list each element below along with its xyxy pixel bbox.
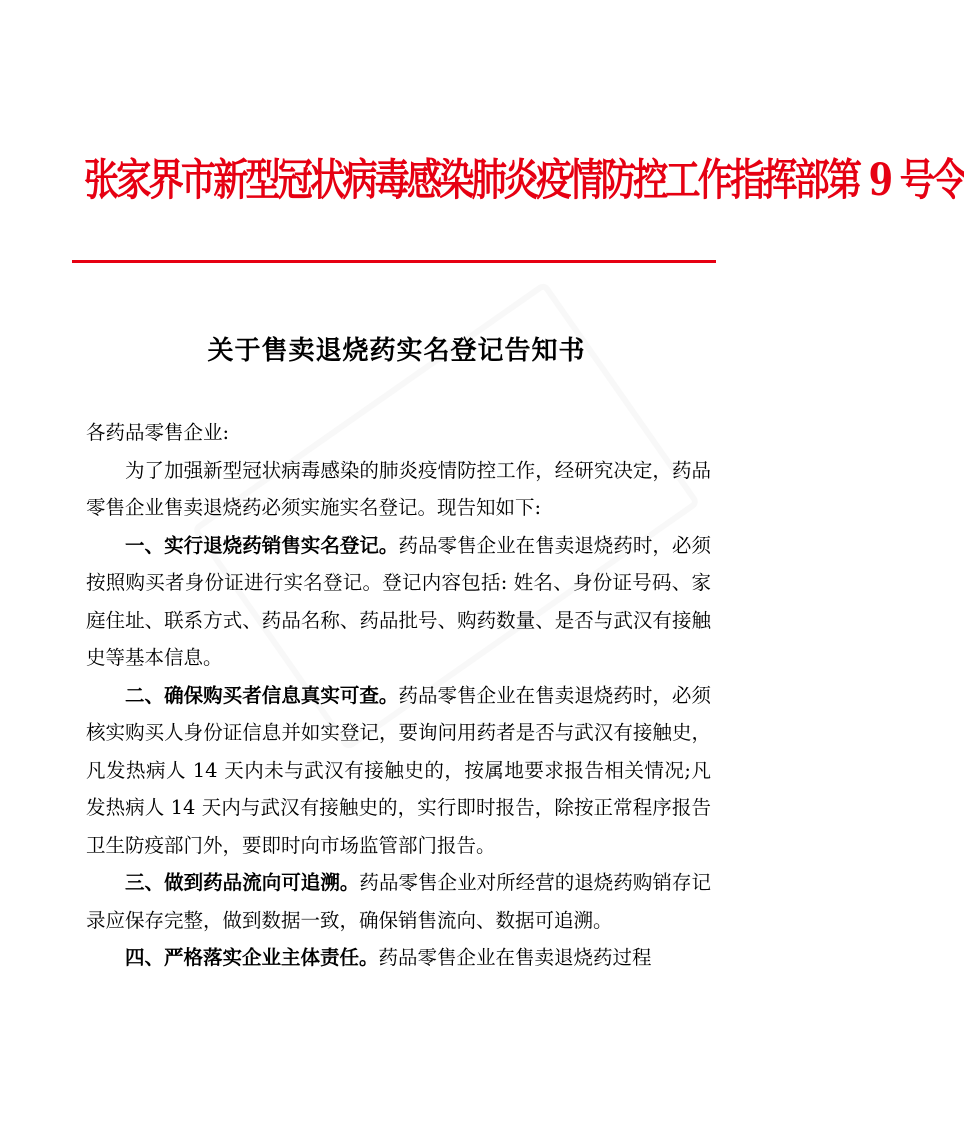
document-title: 关于售卖退烧药实名登记告知书 [207, 336, 586, 366]
section-paragraph-2 [86, 677, 711, 865]
section-text-3: 药品零售企业对所经营的退烧药购销存记录应保存完整，做到数据一致，确保销售流向、数据可追溯。 [86, 871, 711, 932]
section-text-1: 药品零售企业在售卖退烧药时，必须按照购买者身份证进行实名登记。登记内容包括: 姓名、身份证号码、家庭住址、联系方式、药品名称、药品批号、购药数量、是否与武汉有接触史等基本信息。 [86, 533, 711, 669]
section-heading-1: 一、实行退烧药销售实名登记。 [125, 533, 399, 557]
red-header-title: 张家界市新型冠状病毒感染肺炎疫情防控工作指挥部第 9 号令 [84, 153, 964, 206]
section-paragraph-3 [86, 864, 711, 939]
salutation: 各药品零售企业: [86, 421, 230, 444]
red-header-rule [72, 260, 716, 263]
section-text-2: 药品零售企业在售卖退烧药时，必须核实购买人身份证信息并如实登记，要询问用药者是否与武汉有接触史，凡发热病人 14 天内未与武汉有接触史的，按属地要求报告相关情况;凡发热病人 14 天内与武汉有接触史的，实行即时报告，除按正常程序报告卫生防疫部门外，要即时向市场监管部门报告。 [86, 683, 711, 857]
section-heading-2: 二、确保购买者信息真实可查。 [125, 683, 399, 707]
section-text-4: 药品零售企业在售卖退烧药过程 [378, 946, 652, 969]
section-heading-3: 三、做到药品流向可追溯。 [125, 871, 360, 894]
section-heading-4: 四、严格落实企业主体责任。 [125, 946, 379, 969]
document-body [86, 414, 711, 977]
intro-paragraph: 为了加强新型冠状病毒感染的肺炎疫情防控工作，经研究决定，药品零售企业售卖退烧药必须实施实名登记。现告知如下: [86, 458, 711, 519]
section-paragraph-1 [86, 527, 711, 677]
section-paragraph-4 [86, 939, 711, 977]
